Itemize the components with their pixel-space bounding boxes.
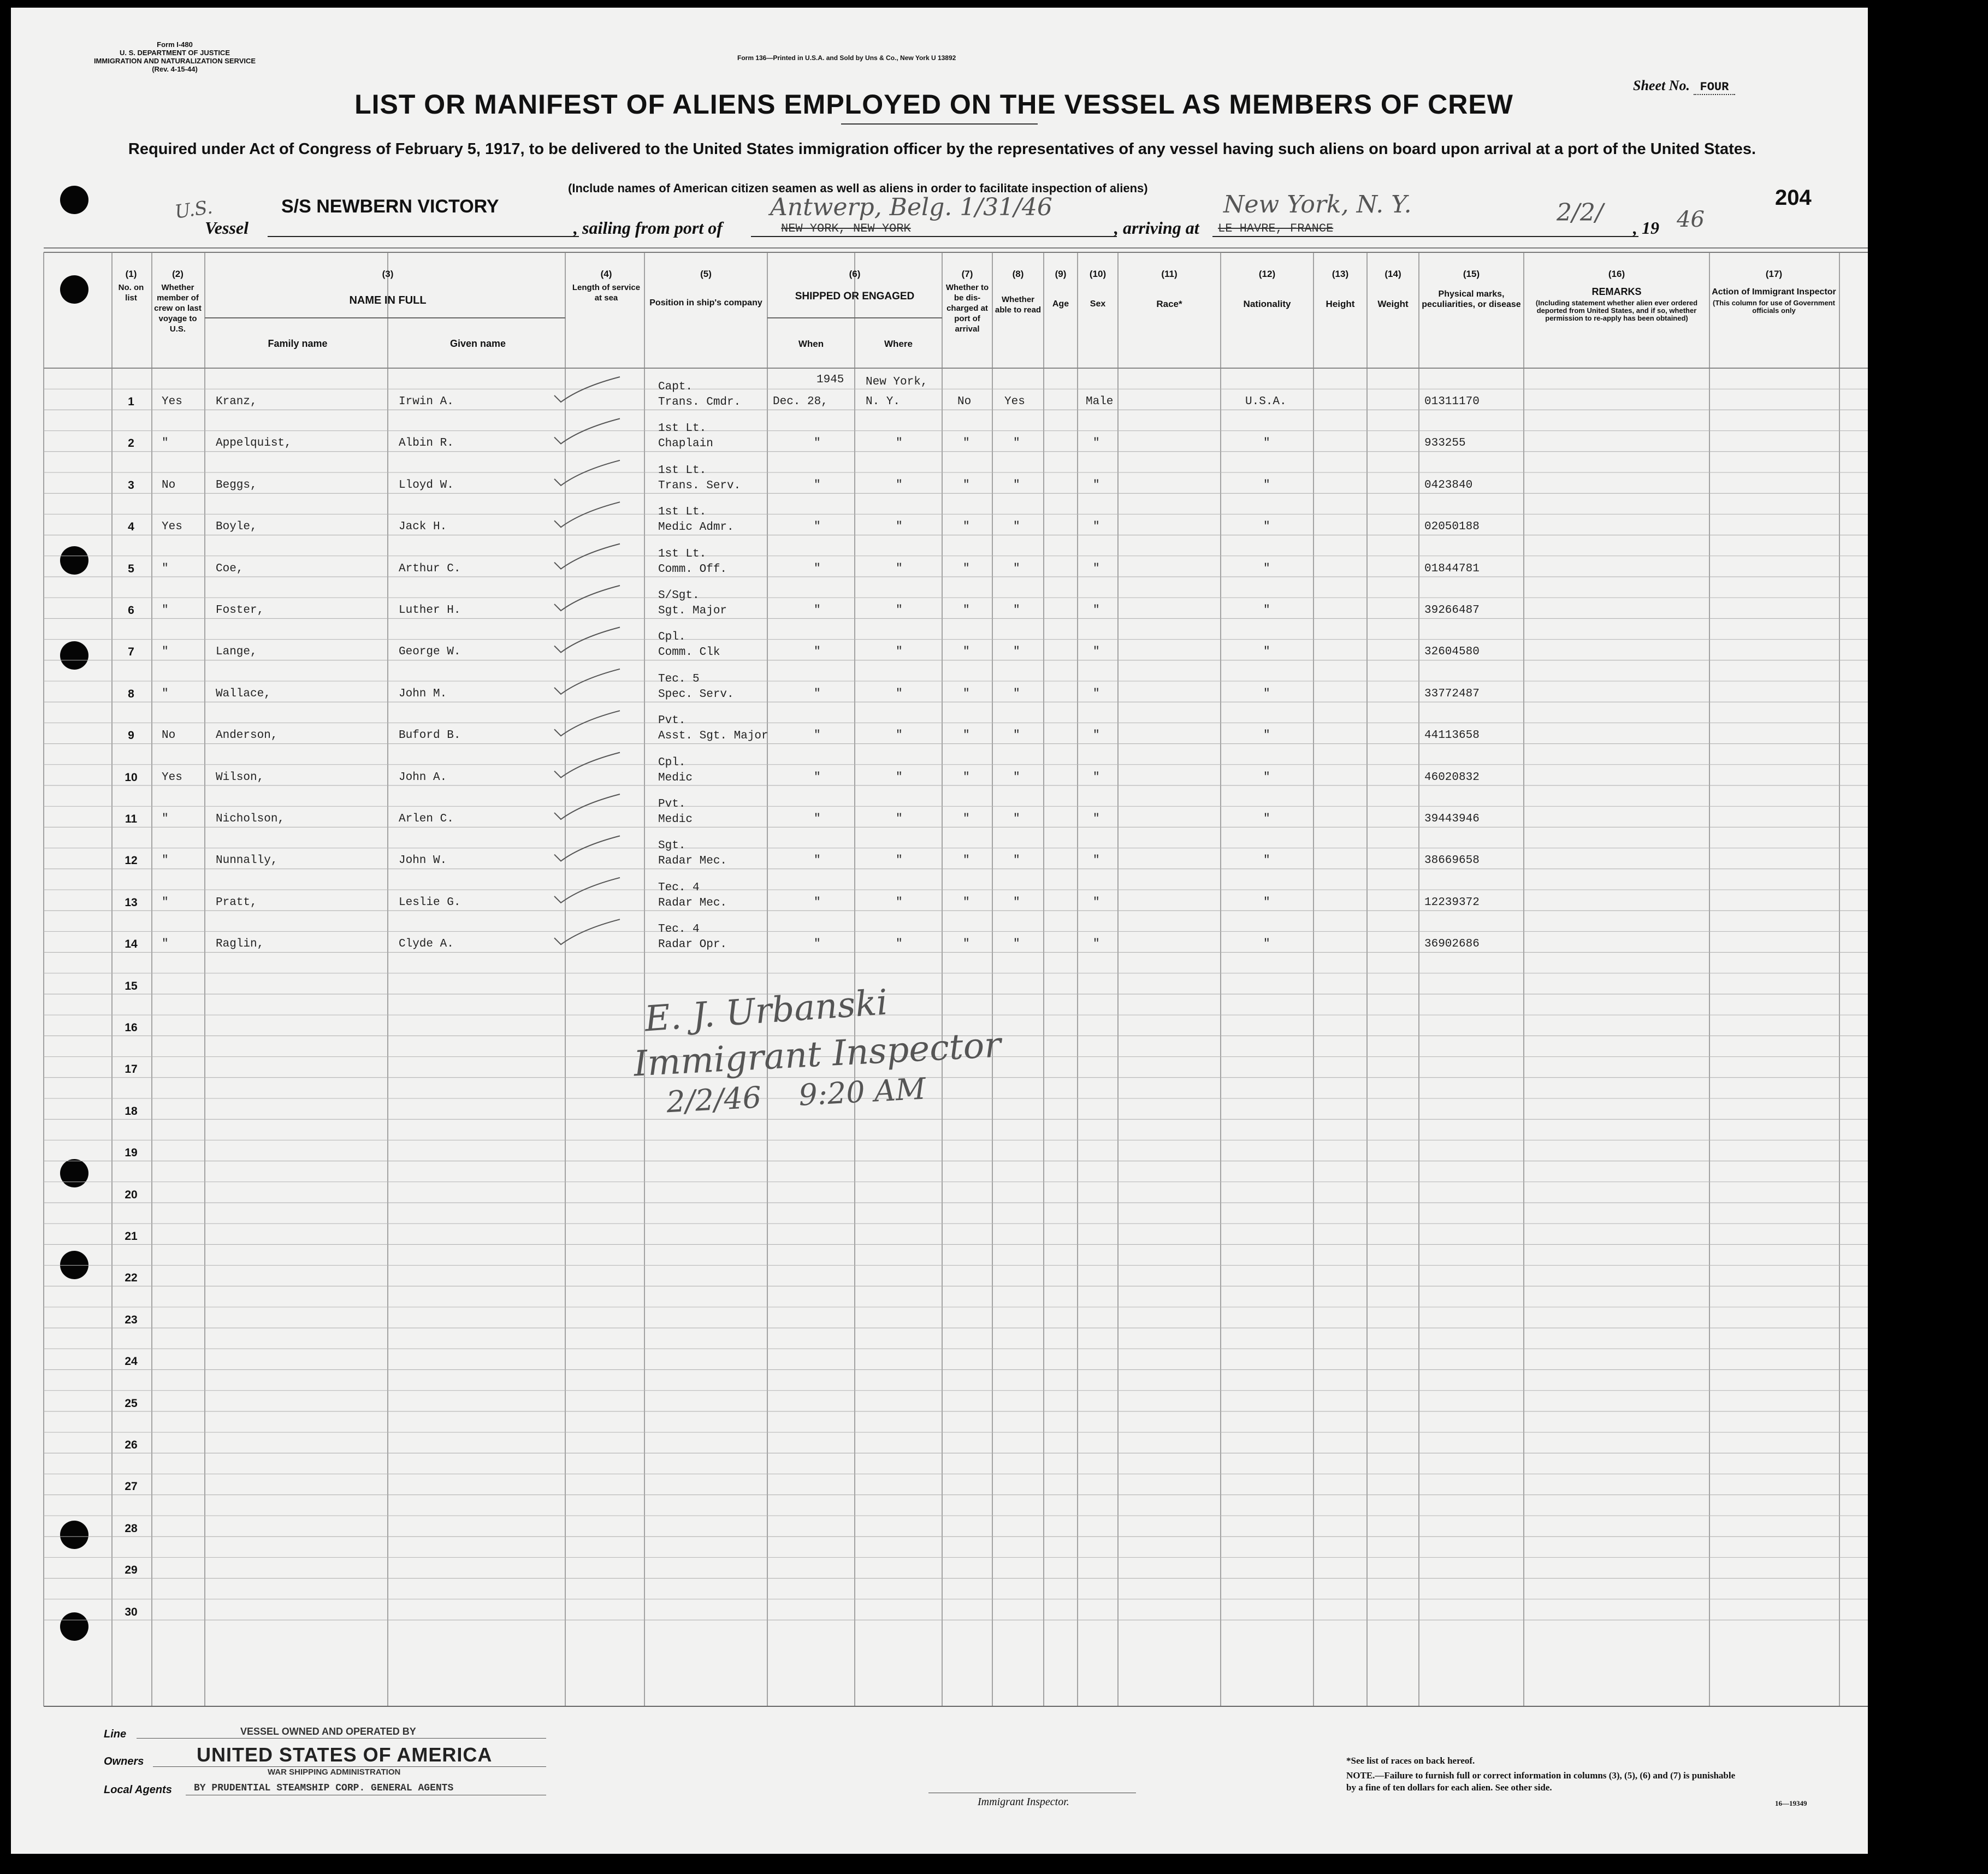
position-rank: Tec. 5 [658, 672, 700, 685]
family-name: Wilson, [216, 771, 264, 784]
crew-last-voyage: " [162, 646, 169, 659]
row-number: 20 [125, 1188, 138, 1201]
row-number: 21 [125, 1230, 138, 1243]
able-to-read: " [1013, 896, 1020, 909]
owners-underline [153, 1766, 546, 1767]
position-duty: Radar Mec. [658, 855, 727, 868]
shipped-where: N. Y. [866, 395, 901, 408]
position-duty: Comm. Clk [658, 646, 720, 659]
able-to-read: " [1013, 437, 1020, 450]
col3-header: (3) NAME IN FULL [349, 269, 427, 306]
given-name: Arlen C. [399, 813, 454, 825]
position-duty: Radar Mec. [658, 896, 727, 909]
date-hand: 2/2/ [1557, 199, 1604, 227]
shipped-when: " [814, 687, 821, 700]
family-name: Coe, [216, 562, 244, 575]
family-name: Pratt, [216, 896, 257, 909]
to-be-discharged: " [963, 521, 970, 534]
nationality: " [1263, 687, 1270, 700]
service-check-mark [554, 460, 620, 486]
position-duty: Medic [658, 771, 693, 784]
service-check-mark [554, 836, 620, 861]
row-number: 4 [128, 521, 134, 534]
to-be-discharged: " [963, 813, 970, 825]
shipped-where: " [896, 437, 903, 450]
service-check-mark [554, 502, 620, 527]
crew-last-voyage: " [162, 562, 169, 575]
able-to-read: " [1013, 687, 1020, 700]
position-duty: Asst. Sgt. Major [658, 730, 768, 743]
given-name: Buford B. [399, 729, 461, 742]
crew-last-voyage: " [162, 938, 169, 951]
position-rank: Tec. 4 [658, 881, 700, 894]
shipped-when: " [814, 854, 821, 867]
stamp-main: UNITED STATES OF AMERICA [197, 1743, 493, 1766]
sex: " [1093, 437, 1100, 450]
sex: Male [1086, 395, 1114, 408]
position-rank: Sgt. [658, 840, 686, 853]
given-name: Luther H. [399, 604, 461, 617]
crew-last-voyage: " [162, 813, 169, 825]
given-name: George W. [399, 646, 461, 659]
vessel-label: Vessel [205, 218, 248, 238]
col6-header: (6) SHIPPED OR ENGAGED [795, 269, 915, 302]
shipped-when: Dec. 28, [773, 395, 828, 408]
sex: " [1093, 729, 1100, 742]
shipped-when: " [814, 521, 821, 534]
arriving-typed: LE HAVRE, FRANCE [1218, 222, 1334, 235]
to-be-discharged: " [963, 938, 970, 951]
year-hand: 46 [1677, 207, 1705, 232]
family-name: Nunnally, [216, 854, 278, 867]
shipped-when: " [814, 478, 821, 492]
row-number: 28 [125, 1522, 138, 1535]
able-to-read: " [1013, 604, 1020, 617]
crew-last-voyage: Yes [162, 771, 182, 784]
row-number: 15 [125, 979, 138, 992]
col17-header: (17) Action of Immigrant Inspector (This column for use of Government officials only [1712, 269, 1836, 315]
able-to-read: " [1013, 938, 1020, 951]
able-to-read: " [1013, 562, 1020, 575]
serial-number: 933255 [1424, 437, 1466, 450]
col10-header: (10) Sex [1089, 269, 1107, 309]
serial-number: 0423840 [1424, 478, 1473, 492]
able-to-read: " [1013, 646, 1020, 659]
inspector-signature-name: E. J. Urbanski [643, 982, 889, 1040]
family-name: Boyle, [216, 521, 257, 534]
row-number: 26 [125, 1439, 138, 1451]
row-number: 8 [128, 687, 134, 700]
sex: " [1093, 896, 1100, 909]
service-check-mark [554, 544, 620, 569]
crew-last-voyage: No [162, 478, 176, 492]
service-check-mark [554, 669, 620, 694]
to-be-discharged: " [963, 771, 970, 784]
form-number: Form I-480 [157, 40, 193, 49]
service-check-mark [554, 919, 620, 944]
shipped-where: " [896, 604, 903, 617]
position-duty: Medic [658, 813, 693, 826]
note-text: NOTE.—Failure to furnish full or correct information in columns (3), (5), (6) and (7) is punishable by a fine of ten dollars for each alien. See other side. [1346, 1770, 1736, 1793]
row-number: 30 [125, 1605, 138, 1618]
shipped-when: " [814, 771, 821, 784]
sex: " [1093, 646, 1100, 659]
given-name: Clyde A. [399, 938, 454, 951]
nationality: " [1263, 771, 1270, 784]
row-number: 11 [125, 813, 138, 825]
shipped-when: " [814, 896, 821, 909]
family-name: Anderson, [216, 729, 278, 742]
row-number: 19 [125, 1146, 138, 1160]
service-check-mark [554, 627, 620, 652]
to-be-discharged: " [963, 562, 970, 575]
position-duty: Chaplain [658, 438, 713, 451]
position-duty: Sgt. Major [658, 605, 727, 617]
sailing-hand: Antwerp, Belg. 1/31/46 [770, 193, 1052, 221]
sex: " [1093, 771, 1100, 784]
shipped-where: " [896, 938, 903, 951]
nationality: " [1263, 813, 1270, 825]
row-number: 10 [125, 771, 138, 784]
col1-header: (1) No. on list [118, 269, 144, 303]
col15-header: (15) Physical marks, peculiarities, or disease [1422, 269, 1521, 309]
page-number: 204 [1775, 186, 1812, 210]
to-be-discharged: " [963, 646, 970, 659]
line-underline [137, 1738, 546, 1739]
manifest-page [11, 8, 1868, 1854]
able-to-read: " [1013, 521, 1020, 534]
given-name: Arthur C. [399, 562, 461, 575]
shipped-where: " [896, 687, 903, 700]
inspector-label: Immigrant Inspector. [978, 1796, 1069, 1808]
position-rank: 1st Lt. [658, 422, 707, 435]
shipped-when: " [814, 562, 821, 575]
serial-number: 39443946 [1424, 813, 1480, 825]
crew-last-voyage: " [162, 437, 169, 450]
given-name: John A. [399, 771, 447, 784]
serial-number: 39266487 [1424, 604, 1480, 617]
position-rank: 1st Lt. [658, 464, 707, 477]
shipped-when: " [814, 813, 821, 825]
note-races: *See list of races on back hereof. [1346, 1755, 1475, 1766]
position-duty: Trans. Cmdr. [658, 396, 741, 409]
department: U. S. DEPARTMENT OF JUSTICE [120, 49, 230, 57]
family-name: Nicholson, [216, 813, 285, 825]
nationality: " [1263, 646, 1270, 659]
shipped-when: " [814, 646, 821, 659]
family-name: Foster, [216, 604, 264, 617]
col4-header: (4) Length of service at sea [572, 269, 641, 303]
col14-header: (14) Weight [1377, 269, 1409, 309]
crew-last-voyage: " [162, 896, 169, 909]
family-name: Kranz, [216, 395, 257, 408]
nationality: " [1263, 896, 1270, 909]
arriving-hand: New York, N. Y. [1223, 191, 1412, 218]
crew-last-voyage: " [162, 854, 169, 867]
sex: " [1093, 478, 1100, 492]
serial-number: 36902686 [1424, 938, 1480, 951]
nationality: U.S.A. [1245, 395, 1287, 408]
position-rank: 1st Lt. [658, 547, 707, 560]
sailing-label: , sailing from port of [573, 218, 723, 238]
col16-header: (16) REMARKS (Including statement whether alien ever ordered deported from United States, and if so, whether permission to re-apply has been obtained) [1535, 269, 1698, 322]
to-be-discharged: " [963, 896, 970, 909]
include-text: (Include names of American citizen seamen as well as aliens in order to facilitate inspection of aliens) [568, 181, 1148, 195]
revision: (Rev. 4-15-44) [152, 65, 198, 73]
sex: " [1093, 854, 1100, 867]
position-rank: Pvt. [658, 714, 686, 728]
service-check-mark [554, 586, 620, 611]
family-name: Raglin, [216, 938, 264, 951]
shipped-where: " [896, 813, 903, 825]
row-number: 3 [128, 478, 134, 492]
given-name-header: Given name [449, 338, 506, 349]
to-be-discharged: No [957, 395, 972, 408]
col2-header: (2) Whether member of crew on last voyage to U.S. [154, 269, 202, 334]
position-rank: Pvt. [658, 798, 686, 811]
row-number: 12 [125, 854, 138, 867]
inspector-signature-title: Immigrant Inspector [632, 1025, 1002, 1085]
line-label: Line [104, 1728, 127, 1740]
row-number: 5 [128, 562, 134, 575]
able-to-read: " [1013, 771, 1020, 784]
nationality: " [1263, 437, 1270, 450]
col13-header: (13) Height [1326, 269, 1355, 309]
row-number: 7 [128, 646, 134, 659]
arriving-label: , arriving at [1114, 218, 1199, 238]
serial-number: 32604580 [1424, 646, 1480, 659]
shipped-when: " [814, 604, 821, 617]
sheet-label: Sheet No. [1633, 78, 1690, 93]
row-number: 22 [125, 1272, 138, 1285]
position-rank: Capt. [658, 381, 693, 393]
position-duty: Comm. Off. [658, 563, 727, 576]
col9-header: (9) Age [1052, 269, 1069, 309]
given-name: John W. [399, 854, 447, 867]
inspector-signature-datetime: 2/2/46 9:20 AM [665, 1071, 927, 1120]
row-number: 24 [125, 1355, 138, 1368]
sex: " [1093, 687, 1100, 700]
nationality: " [1263, 604, 1270, 617]
given-name: Jack H. [399, 521, 447, 534]
row-number: 6 [128, 604, 134, 617]
family-name: Beggs, [216, 478, 257, 492]
shipped-where: " [896, 729, 903, 742]
to-be-discharged: " [963, 687, 970, 700]
row-number: 13 [125, 896, 138, 909]
position-duty: Radar Opr. [658, 938, 727, 951]
owners-label: Owners [104, 1755, 144, 1767]
able-to-read: " [1013, 729, 1020, 742]
sex: " [1093, 813, 1100, 825]
shipped-when: " [814, 437, 821, 450]
to-be-discharged: " [963, 604, 970, 617]
to-be-discharged: " [963, 437, 970, 450]
stamp-sub: WAR SHIPPING ADMINISTRATION [268, 1767, 401, 1777]
row-number: 18 [125, 1104, 138, 1118]
to-be-discharged: " [963, 729, 970, 742]
given-name: Lloyd W. [399, 478, 454, 492]
crew-last-voyage: " [162, 687, 169, 700]
row-number: 17 [125, 1063, 138, 1076]
stamp-top: VESSEL OWNED AND OPERATED BY [240, 1726, 416, 1737]
position-rank: Cpl. [658, 631, 686, 644]
service: IMMIGRATION AND NATURALIZATION SERVICE [93, 57, 256, 65]
serial-number: 46020832 [1424, 771, 1480, 784]
position-rank: 1st Lt. [658, 506, 707, 519]
family-name-header: Family name [268, 338, 328, 349]
nationality: " [1263, 562, 1270, 575]
shipped-where-city: New York, [866, 376, 928, 388]
vessel-prefix-hand: U.S. [173, 196, 214, 223]
where-header: Where [884, 339, 913, 349]
service-check-mark [554, 753, 620, 778]
col11-header: (11) Race* [1156, 269, 1182, 309]
year-prefix: , 19 [1633, 218, 1659, 238]
crew-last-voyage: Yes [162, 521, 182, 534]
row-number: 29 [125, 1564, 138, 1577]
shipped-where: " [896, 771, 903, 784]
sailing-typed: NEW YORK, NEW YORK [781, 222, 911, 235]
required-text: Required under Act of Congress of February 5, 1917, to be delivered to the United States immigration officer by the representatives of any vessel having such aliens on board upon arrival at a port of the United States. [128, 140, 1756, 158]
service-check-mark [554, 711, 620, 736]
given-name: Irwin A. [399, 395, 454, 408]
shipped-where: " [896, 854, 903, 867]
able-to-read: Yes [1004, 395, 1025, 408]
when-header: When [798, 339, 824, 349]
position-rank: Cpl. [658, 756, 686, 769]
nationality: " [1263, 478, 1270, 492]
family-name: Lange, [216, 646, 257, 659]
able-to-read: " [1013, 478, 1020, 492]
row-number: 23 [125, 1313, 138, 1326]
row-number: 9 [128, 729, 134, 742]
shipped-where: " [896, 646, 903, 659]
service-check-mark [554, 794, 620, 819]
crew-last-voyage: Yes [162, 395, 182, 408]
row-number: 25 [125, 1397, 138, 1410]
shipped-when: " [814, 729, 821, 742]
nationality: " [1263, 854, 1270, 867]
serial-number: 01311170 [1424, 395, 1480, 408]
stamp-agents: BY PRUDENTIAL STEAMSHIP CORP. GENERAL AGENTS [194, 1783, 454, 1794]
able-to-read: " [1013, 854, 1020, 867]
family-name: Wallace, [216, 687, 271, 700]
to-be-discharged: " [963, 478, 970, 492]
shipped-where: " [896, 896, 903, 909]
position-duty: Medic Admr. [658, 521, 734, 534]
crew-last-voyage: No [162, 729, 176, 742]
position-duty: Trans. Serv. [658, 479, 741, 492]
shipped-when: " [814, 938, 821, 951]
row-number: 14 [125, 938, 138, 951]
col5-header: (5) Position in ship's company [649, 269, 762, 308]
form-code: 16—19349 [1775, 1799, 1807, 1807]
sex: " [1093, 562, 1100, 575]
nationality: " [1263, 729, 1270, 742]
able-to-read: " [1013, 813, 1020, 825]
position-rank: S/Sgt. [658, 589, 700, 602]
serial-number: 12239372 [1424, 896, 1480, 909]
serial-number: 01844781 [1424, 562, 1480, 575]
serial-number: 02050188 [1424, 521, 1480, 534]
col12-header: (12) Nationality [1243, 269, 1291, 309]
service-check-mark [554, 418, 620, 444]
nationality: " [1263, 521, 1270, 534]
col8-header: (8) Whether able to read [995, 269, 1042, 315]
page-title: LIST OR MANIFEST OF ALIENS EMPLOYED ON THE VESSEL AS MEMBERS OF CREW [354, 89, 1513, 120]
shipped-where: " [896, 478, 903, 492]
family-name: Appelquist, [216, 437, 292, 450]
given-name: Albin R. [399, 437, 454, 450]
sex: " [1093, 938, 1100, 951]
serial-number: 38669658 [1424, 854, 1480, 867]
col7-header: (7) Whether to be dis-charged at port of arrival [945, 269, 989, 334]
position-duty: Spec. Serv. [658, 688, 734, 701]
row-number: 16 [125, 1021, 138, 1034]
sex: " [1093, 604, 1100, 617]
service-check-mark [554, 878, 620, 903]
shipped-where: " [896, 521, 903, 534]
printer-note: Form 136—Printed in U.S.A. and Sold by Uns & Co., New York U 13892 [737, 54, 956, 62]
row-number: 2 [128, 437, 134, 450]
shipped-when-year: 1945 [816, 374, 844, 386]
sheet-value: FOUR [1694, 80, 1736, 95]
serial-number: 44113658 [1424, 729, 1480, 742]
given-name: Leslie G. [399, 896, 461, 909]
nationality: " [1263, 938, 1270, 951]
service-check-mark [554, 377, 620, 402]
crew-last-voyage: " [162, 604, 169, 617]
sex: " [1093, 521, 1100, 534]
given-name: John M. [399, 687, 447, 700]
agents-label: Local Agents [104, 1784, 172, 1796]
serial-number: 33772487 [1424, 687, 1480, 700]
row-number: 27 [125, 1480, 138, 1493]
position-rank: Tec. 4 [658, 923, 700, 936]
row-number: 1 [128, 395, 134, 408]
vessel-name: S/S NEWBERN VICTORY [281, 196, 499, 217]
to-be-discharged: " [963, 854, 970, 867]
shipped-where: " [896, 562, 903, 575]
